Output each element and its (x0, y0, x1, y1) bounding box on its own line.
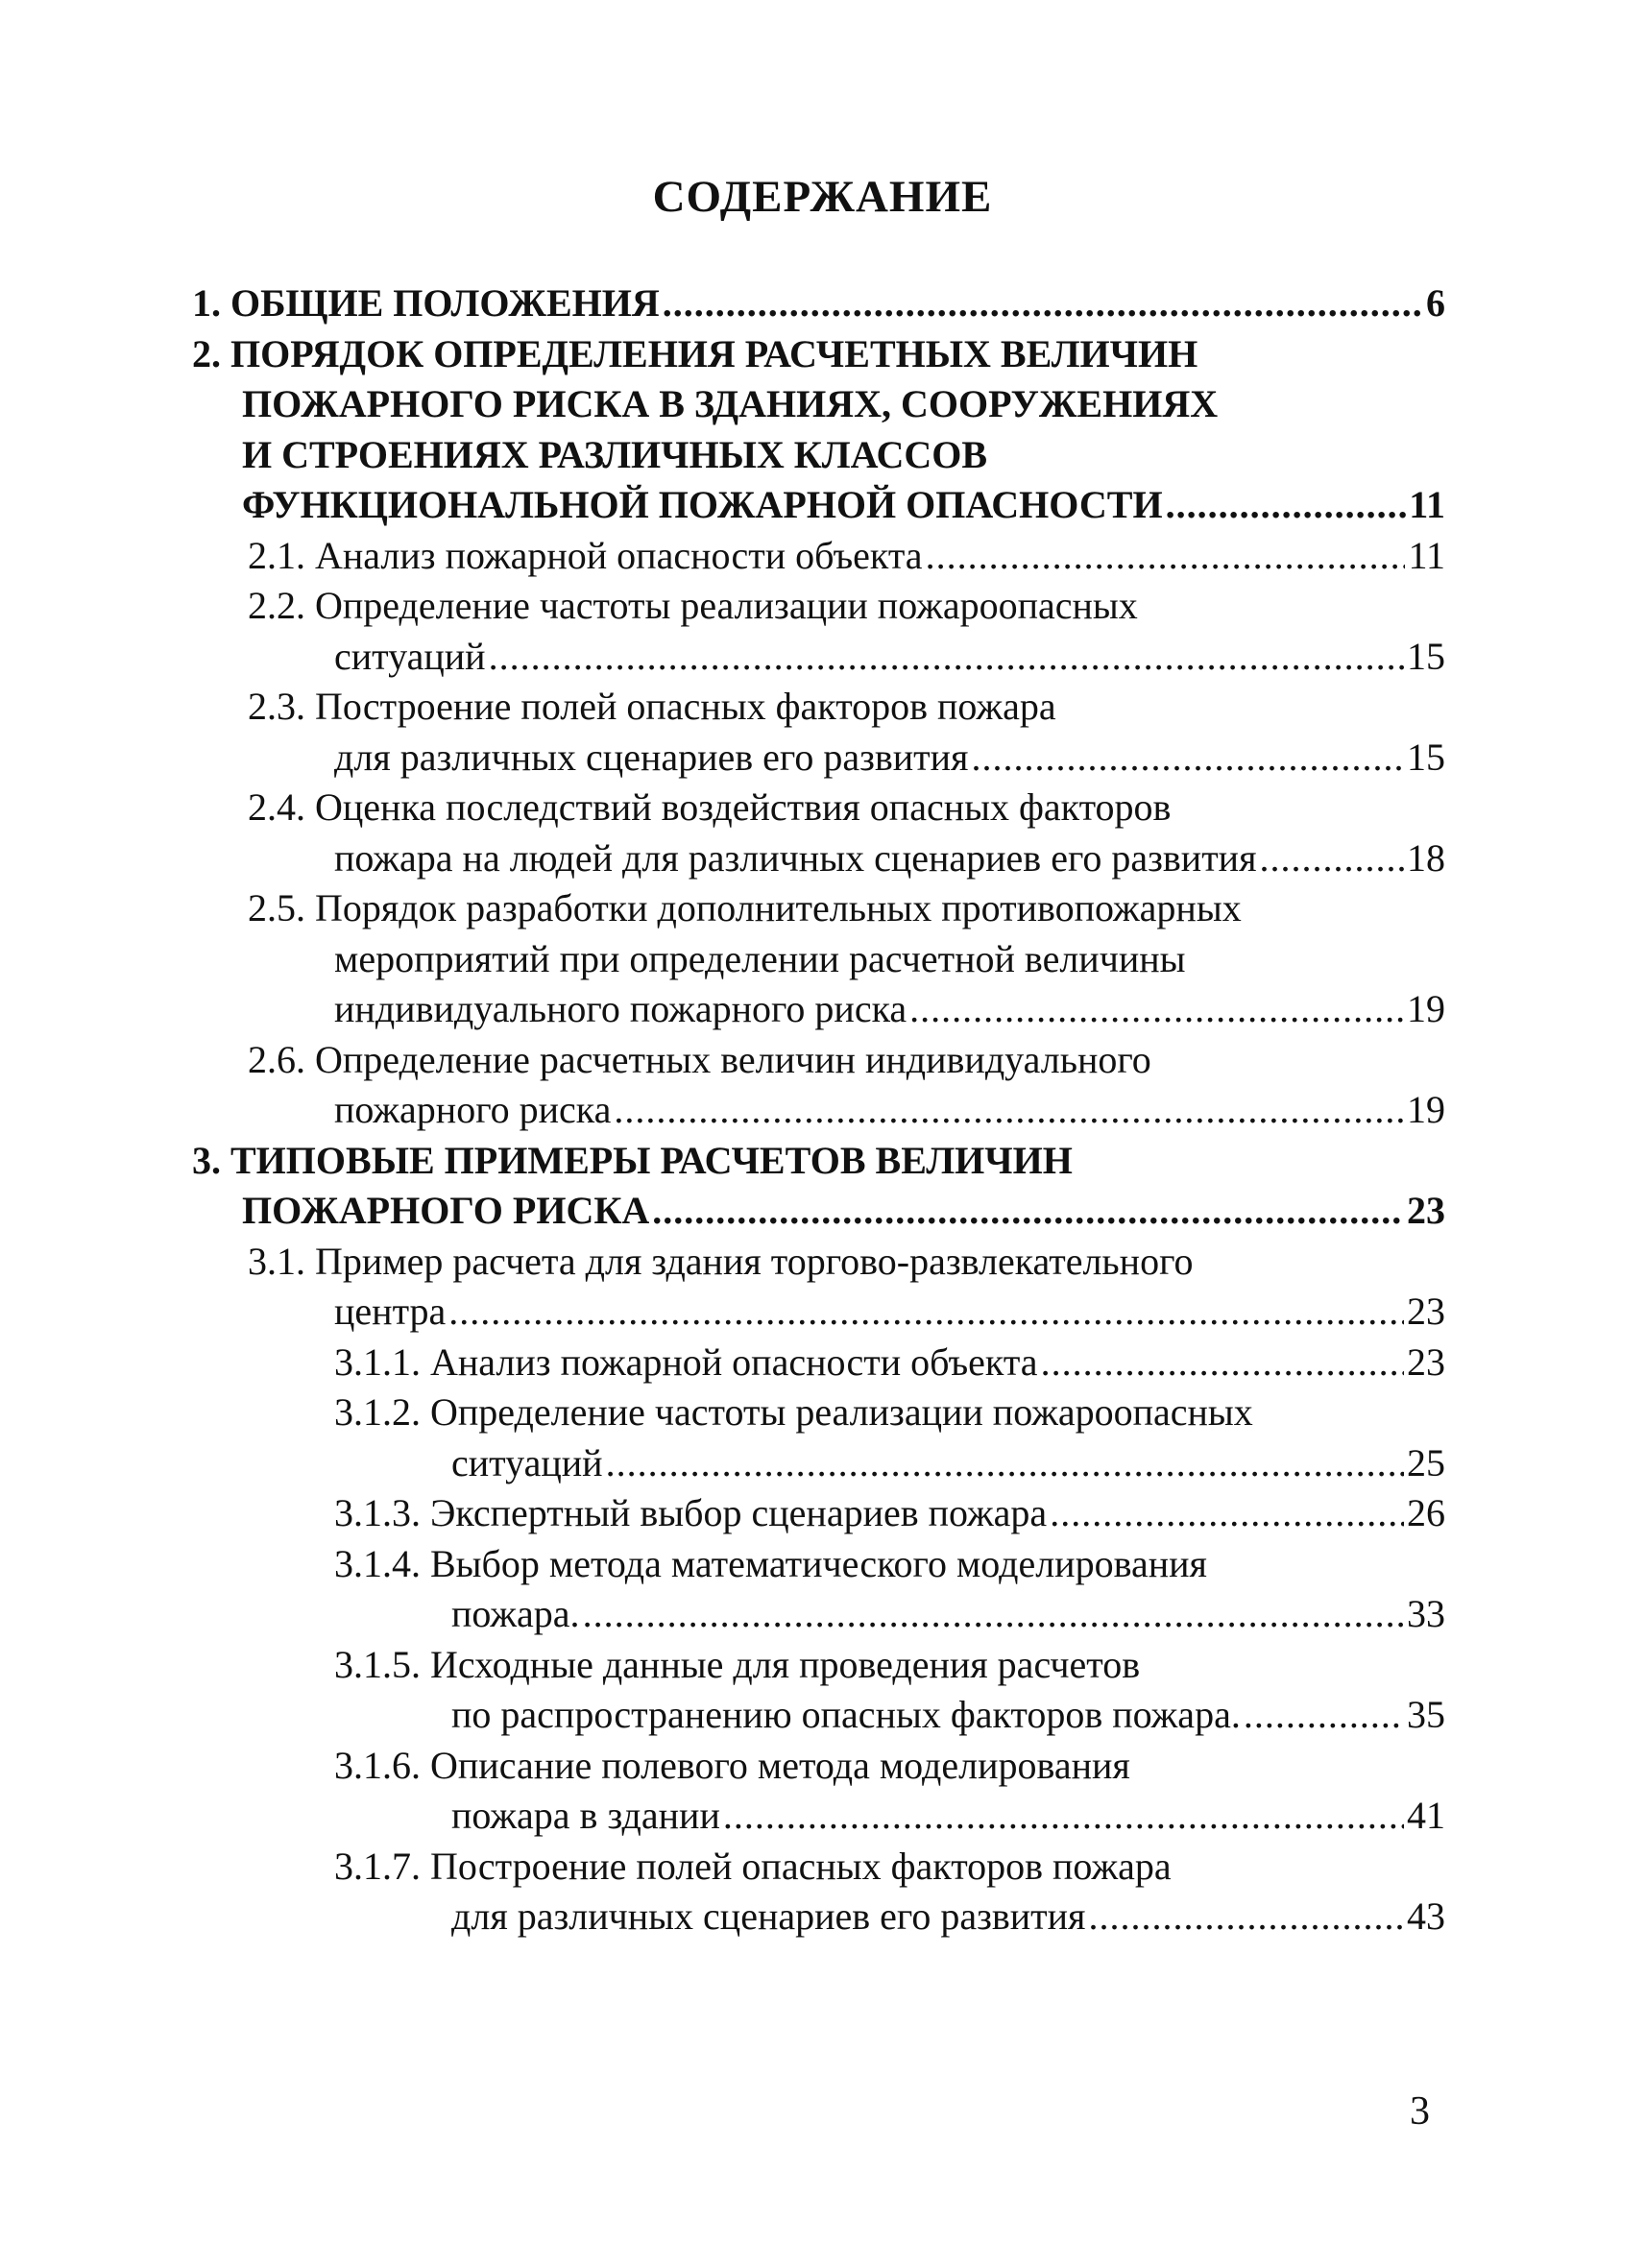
toc-entry-label: ситуаций (451, 1440, 603, 1484)
toc-entry-3-1-6-line1: 3.1.6. Описание полевого метода моделирования (334, 1743, 1130, 1787)
toc-entry-2-3 (192, 733, 1445, 784)
toc-entry-2-6 (192, 1085, 1445, 1136)
toc-entry-2-5-line2: мероприятий при определении расчетной величины (334, 936, 1186, 980)
toc-entry-3-1-3 (192, 1488, 1445, 1539)
toc-entry-page: 23 (1407, 1339, 1445, 1384)
toc-entry-label: 1. ОБЩИЕ ПОЛОЖЕНИЯ (192, 281, 660, 325)
leader-dots (489, 632, 1404, 683)
toc-entry-2-line3: И СТРОЕНИЯХ РАЗЛИЧНЫХ КЛАССОВ (242, 432, 988, 476)
toc-entry-page: 19 (1407, 987, 1445, 1030)
toc-entry-label: для различных сценариев его развития (451, 1894, 1086, 1938)
toc-entry-2-1 (192, 531, 1445, 582)
toc-entry-3-1-line1: 3.1. Пример расчета для здания торгово-развлекательного (248, 1239, 1194, 1283)
toc-entry-2-line2: ПОЖАРНОГО РИСКА В ЗДАНИЯХ, СООРУЖЕНИЯХ (242, 382, 1219, 425)
toc-entry-label: ситуаций (334, 634, 486, 678)
toc-entry-page: 11 (1409, 483, 1445, 526)
toc-entry-label: 3.1.3. Экспертный выбор сценариев пожара (334, 1491, 1048, 1534)
toc-entry-3-1-2 (192, 1438, 1445, 1489)
toc-entry-label: 2.1. Анализ пожарной опасности объекта (248, 533, 923, 577)
toc-entry-3-1-6 (192, 1791, 1445, 1842)
toc-entry-page: 11 (1408, 533, 1445, 577)
toc-entry-label: пожара. (451, 1592, 580, 1635)
toc-entry-label: по распространению опасных факторов пожара. (451, 1693, 1241, 1736)
toc-entry-1 (192, 278, 1445, 329)
toc-entry-3-1-5-line1: 3.1.5. Исходные данные для проведения расчетов (334, 1642, 1141, 1686)
toc-entry-page: 23 (1407, 1290, 1445, 1333)
leader-dots (663, 278, 1423, 329)
toc-entry-3-line1: 3. ТИПОВЫЕ ПРИМЕРЫ РАСЧЕТОВ ВЕЛИЧИН (192, 1138, 1073, 1182)
toc-entry-2-2-line1: 2.2. Определение частоты реализации пожароопасных (248, 584, 1138, 627)
toc-entry-page: 19 (1407, 1088, 1445, 1131)
toc-entry-3-1-4 (192, 1589, 1445, 1640)
document-title: СОДЕРЖАНИЕ (652, 172, 993, 222)
toc-entry-page: 26 (1407, 1491, 1445, 1534)
toc-entry-page: 18 (1407, 835, 1445, 880)
toc-entry-label: 3.1.1. Анализ пожарной опасности объекта (334, 1339, 1038, 1384)
toc-entry-3 (192, 1186, 1445, 1237)
toc-entry-2-5 (192, 984, 1445, 1035)
toc-entry-2-2 (192, 632, 1445, 683)
toc-entry-label: ФУНКЦИОНАЛЬНОЙ ПОЖАРНОЙ ОПАСНОСТИ (242, 483, 1163, 526)
leader-dots (606, 1438, 1404, 1489)
table-of-contents (192, 278, 1445, 1942)
toc-entry-2-3-line1: 2.3. Построение полей опасных факторов пожара (248, 685, 1056, 728)
leader-dots (652, 1186, 1404, 1237)
toc-entry-3-1-4-line1: 3.1.4. Выбор метода математического моделирования (334, 1541, 1207, 1585)
toc-entry-page: 15 (1407, 735, 1445, 779)
toc-entry-3-1-1 (192, 1338, 1445, 1388)
leader-dots (1050, 1488, 1404, 1539)
toc-entry-page: 35 (1407, 1693, 1445, 1736)
toc-entry-page: 25 (1407, 1440, 1445, 1484)
leader-dots (583, 1589, 1404, 1640)
toc-entry-page: 43 (1407, 1894, 1445, 1938)
leader-dots (1166, 480, 1407, 531)
toc-entry-2-5-line1: 2.5. Порядок разработки дополнительных противопожарных (248, 886, 1242, 929)
toc-entry-label: индивидуального пожарного риска (334, 987, 907, 1030)
toc-entry-label: пожара в здании (451, 1794, 720, 1837)
toc-entry-page: 23 (1407, 1189, 1445, 1232)
toc-entry-label: центра (334, 1290, 447, 1333)
leader-dots (971, 733, 1404, 784)
toc-entry-2-6-line1: 2.6. Определение расчетных величин индивидуального (248, 1037, 1151, 1081)
leader-dots (723, 1791, 1404, 1842)
toc-entry-label: пожара на людей для различных сценариев его развития (334, 835, 1257, 880)
toc-entry-label: для различных сценариев его развития (334, 735, 969, 779)
toc-entry-2-4 (192, 833, 1445, 884)
toc-entry-label: пожарного риска (334, 1088, 612, 1131)
toc-entry-page: 41 (1407, 1794, 1445, 1837)
leader-dots (1041, 1338, 1404, 1388)
leader-dots (614, 1085, 1404, 1136)
leader-dots (1088, 1892, 1404, 1942)
toc-entry-2 (192, 480, 1445, 531)
toc-entry-label: ПОЖАРНОГО РИСКА (242, 1189, 650, 1232)
toc-entry-2-line1: 2. ПОРЯДОК ОПРЕДЕЛЕНИЯ РАСЧЕТНЫХ ВЕЛИЧИН (192, 331, 1198, 375)
toc-entry-page: 33 (1407, 1592, 1445, 1635)
leader-dots (926, 531, 1406, 582)
leader-dots (448, 1287, 1404, 1338)
leader-dots (1244, 1690, 1404, 1741)
toc-entry-3-1-7 (192, 1892, 1445, 1942)
leader-dots (1260, 833, 1405, 884)
toc-entry-3-1-2-line1: 3.1.2. Определение частоты реализации пожароопасных (334, 1390, 1253, 1434)
toc-entry-2-4-line1: 2.4. Оценка последствий воздействия опасных факторов (248, 785, 1172, 829)
leader-dots (909, 984, 1404, 1035)
toc-entry-page: 15 (1407, 634, 1445, 678)
toc-entry-3-1-7-line1: 3.1.7. Построение полей опасных факторов пожара (334, 1844, 1172, 1888)
page-number: 3 (1410, 2089, 1430, 2134)
toc-entry-3-1-5 (192, 1690, 1445, 1741)
toc-entry-page: 6 (1426, 281, 1445, 325)
toc-entry-3-1 (192, 1287, 1445, 1338)
